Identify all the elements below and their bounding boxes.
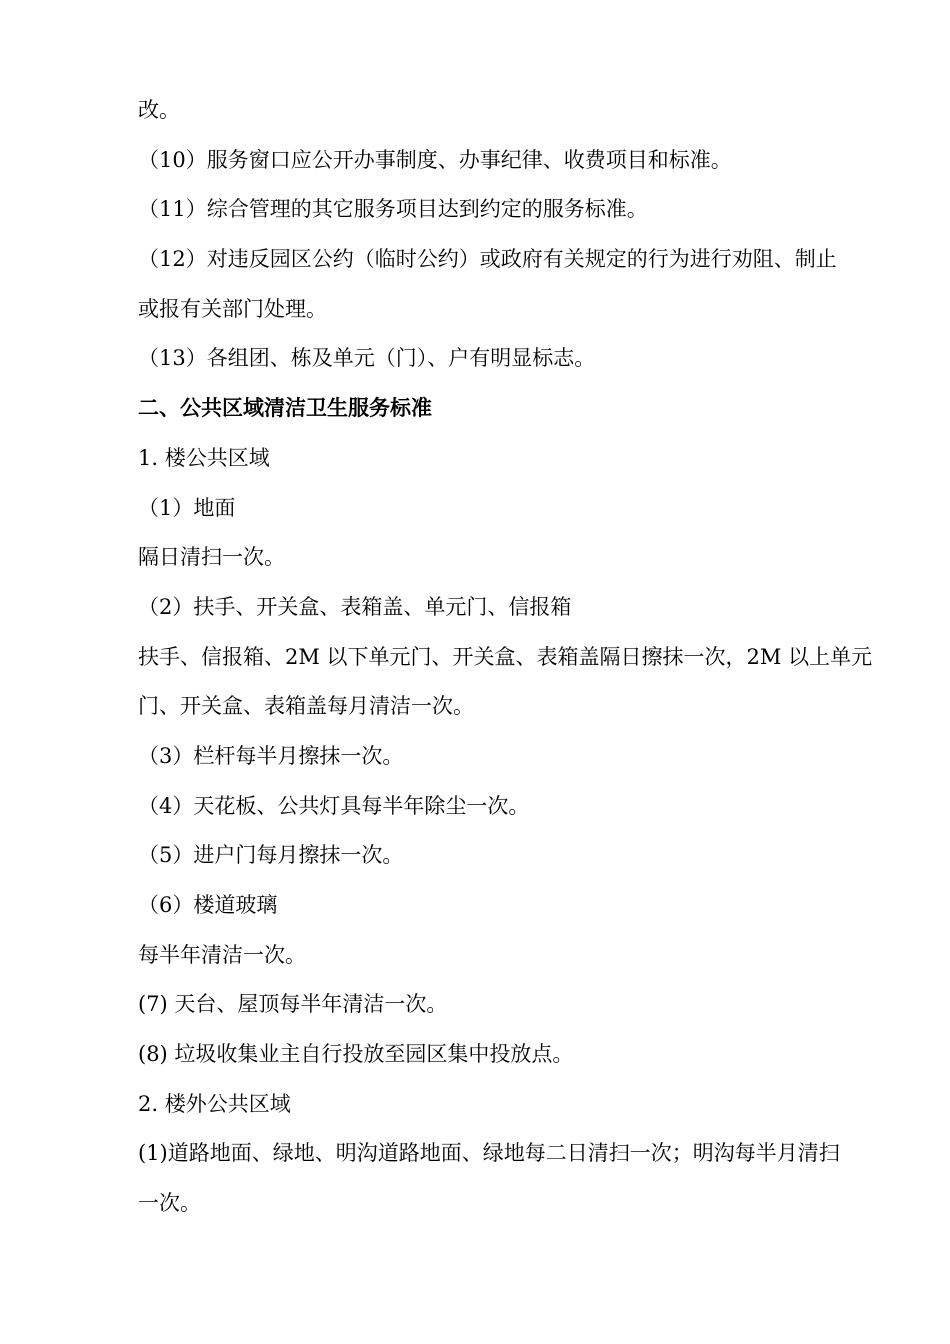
- subsection-heading: 2. 楼外公共区域: [138, 1091, 291, 1116]
- text-line: 扶手、信报箱、2M 以下单元门、开关盒、表箱盖隔日擦抹一次，2M 以上单元: [138, 644, 873, 669]
- text-line: （12）对违反园区公约（临时公约）或政府有关规定的行为进行劝阻、制止: [138, 247, 837, 272]
- text-line: (8) 垃圾收集业主自行投放至园区集中投放点。: [138, 1042, 574, 1067]
- text-line: 或报有关部门处理。: [138, 296, 327, 321]
- text-line: （3）栏杆每半月擦抹一次。: [138, 743, 404, 768]
- text-line: （10）服务窗口应公开办事制度、办事纪律、收费项目和标准。: [138, 147, 732, 172]
- text-line: （1）地面: [138, 495, 236, 520]
- text-line: 隔日清扫一次。: [138, 545, 285, 570]
- text-line: （11）综合管理的其它服务项目达到约定的服务标准。: [138, 197, 648, 222]
- text-line: （4）天花板、公共灯具每半年除尘一次。: [138, 793, 530, 818]
- document-page: [138, 86, 890, 1229]
- section-heading: 二、公共区域清洁卫生服务标准: [138, 396, 432, 421]
- text-line: 一次。: [138, 1191, 201, 1216]
- text-line: （2）扶手、开关盒、表箱盖、单元门、信报箱: [138, 594, 572, 619]
- text-line: (1)道路地面、绿地、明沟道路地面、绿地每二日清扫一次；明沟每半月清扫: [138, 1141, 840, 1166]
- text-line: （13）各组团、栋及单元（门）、户有明显标志。: [138, 346, 596, 371]
- text-line: （5）进户门每月擦抹一次。: [138, 843, 404, 868]
- text-line: （6）楼道玻璃: [138, 893, 278, 917]
- text-line: (7) 天台、屋顶每半年清洁一次。: [138, 992, 448, 1017]
- text-line: 每半年清洁一次。: [138, 942, 306, 967]
- subsection-heading: 1. 楼公共区域: [138, 445, 270, 470]
- text-line: 门、开关盒、表箱盖每月清洁一次。: [138, 694, 474, 719]
- text-line: 改。: [138, 98, 180, 122]
